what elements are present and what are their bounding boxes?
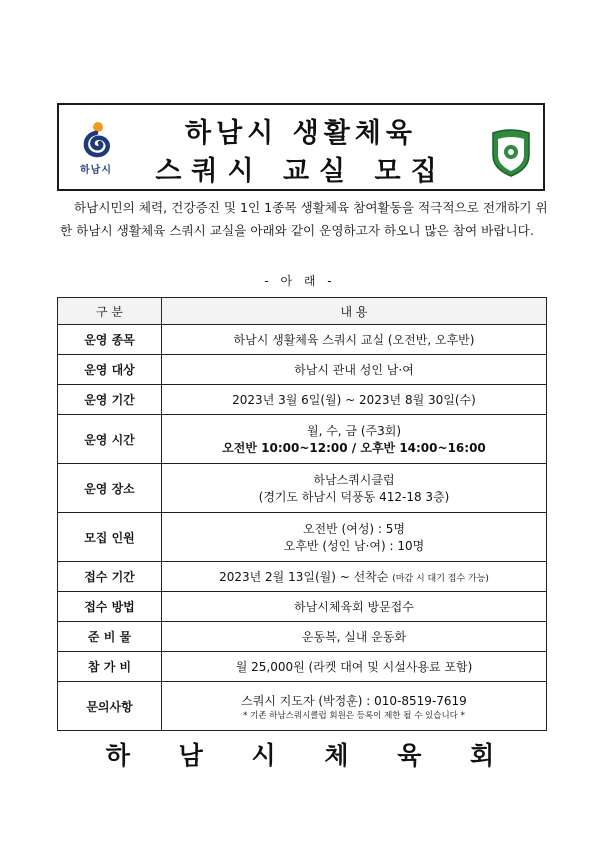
row-label: 운영 장소 [58,464,162,513]
row-label: 준 비 물 [58,622,162,652]
row-label: 운영 시간 [58,415,162,464]
ah-label: - 아 래 - [264,274,336,288]
row-value: 2023년 3월 6일(월) ~ 2023년 8월 30일(수) [162,385,547,415]
title-box [57,103,545,191]
header-category: 구 분 [58,298,162,325]
row-label: 운영 종목 [58,325,162,355]
city-emblem-icon [491,127,531,177]
row-value [162,513,547,562]
place-name: 하남스쿼시클럽 [313,473,395,487]
recruit-afternoon: 오후반 (성인 남·여) : 10명 [283,539,425,553]
table-row [58,385,547,415]
row-label: 모집 인원 [58,513,162,562]
page-title-line1: 하남시 생활체육 [185,118,417,149]
contact-note: * 기존 하남스쿼시클럽 회원은 등록이 제한 될 수 있습니다 * [243,710,465,721]
table-row [58,355,547,385]
row-value [162,415,547,464]
row-value [162,682,547,731]
row-value: 2023년 2월 13일(월) ~ 선착순 (마감 시 대기 접수 가능) [162,562,547,592]
table-row [58,513,547,562]
header-content: 내 용 [162,298,547,325]
organization-name: 하 남 시 체 육 회 [105,741,515,770]
row-value: 월 25,000원 (라켓 대여 및 시설사용료 포함) [162,652,547,682]
row-label: 접수 방법 [58,592,162,622]
row-label: 접수 기간 [58,562,162,592]
table-row [58,325,547,355]
info-table [57,297,547,731]
table-row [58,682,547,731]
table-row [58,622,547,652]
intro-paragraph: 하남시민의 체력, 건강증진 및 1인 1종목 생활체육 참여활동을 적극적으로 전개하기 위한 하남시 생활체육 스쿼시 교실을 아래와 같이 운영하고자 하오니 많은 참여 바랍니다. [60,200,548,238]
table-row [58,464,547,513]
row-label: 운영 대상 [58,355,162,385]
reception-note: (마감 시 대기 접수 가능) [392,574,489,584]
logo-city-name: 하남시 [80,165,112,176]
row-label: 참 가 비 [58,652,162,682]
table-row [58,415,547,464]
row-value: 하남시체육회 방문접수 [162,592,547,622]
row-label: 운영 기간 [58,385,162,415]
table-row [58,652,547,682]
row-label: 문의사항 [58,682,162,731]
table-row [58,592,547,622]
contact-info: 스쿼시 지도자 (박정훈) : 010-8519-7619 [241,693,467,708]
page-title-line2: 스쿼시 교실 모집 [155,156,447,187]
row-value: 하남시 생활체육 스쿼시 교실 (오전반, 오후반) [162,325,547,355]
place-address: (경기도 하남시 덕풍동 412-18 3층) [258,490,450,504]
recruit-morning: 오전반 (여성) : 5명 [302,522,406,536]
time-days: 월, 수, 금 (주3회) [306,424,402,438]
table-header-row [58,298,547,325]
time-hours: 오전반 10:00~12:00 / 오후반 14:00~16:00 [222,441,486,455]
table-row [58,562,547,592]
row-value: 하남시 관내 성인 남·여 [162,355,547,385]
row-value: 운동복, 실내 운동화 [162,622,547,652]
row-value [162,464,547,513]
